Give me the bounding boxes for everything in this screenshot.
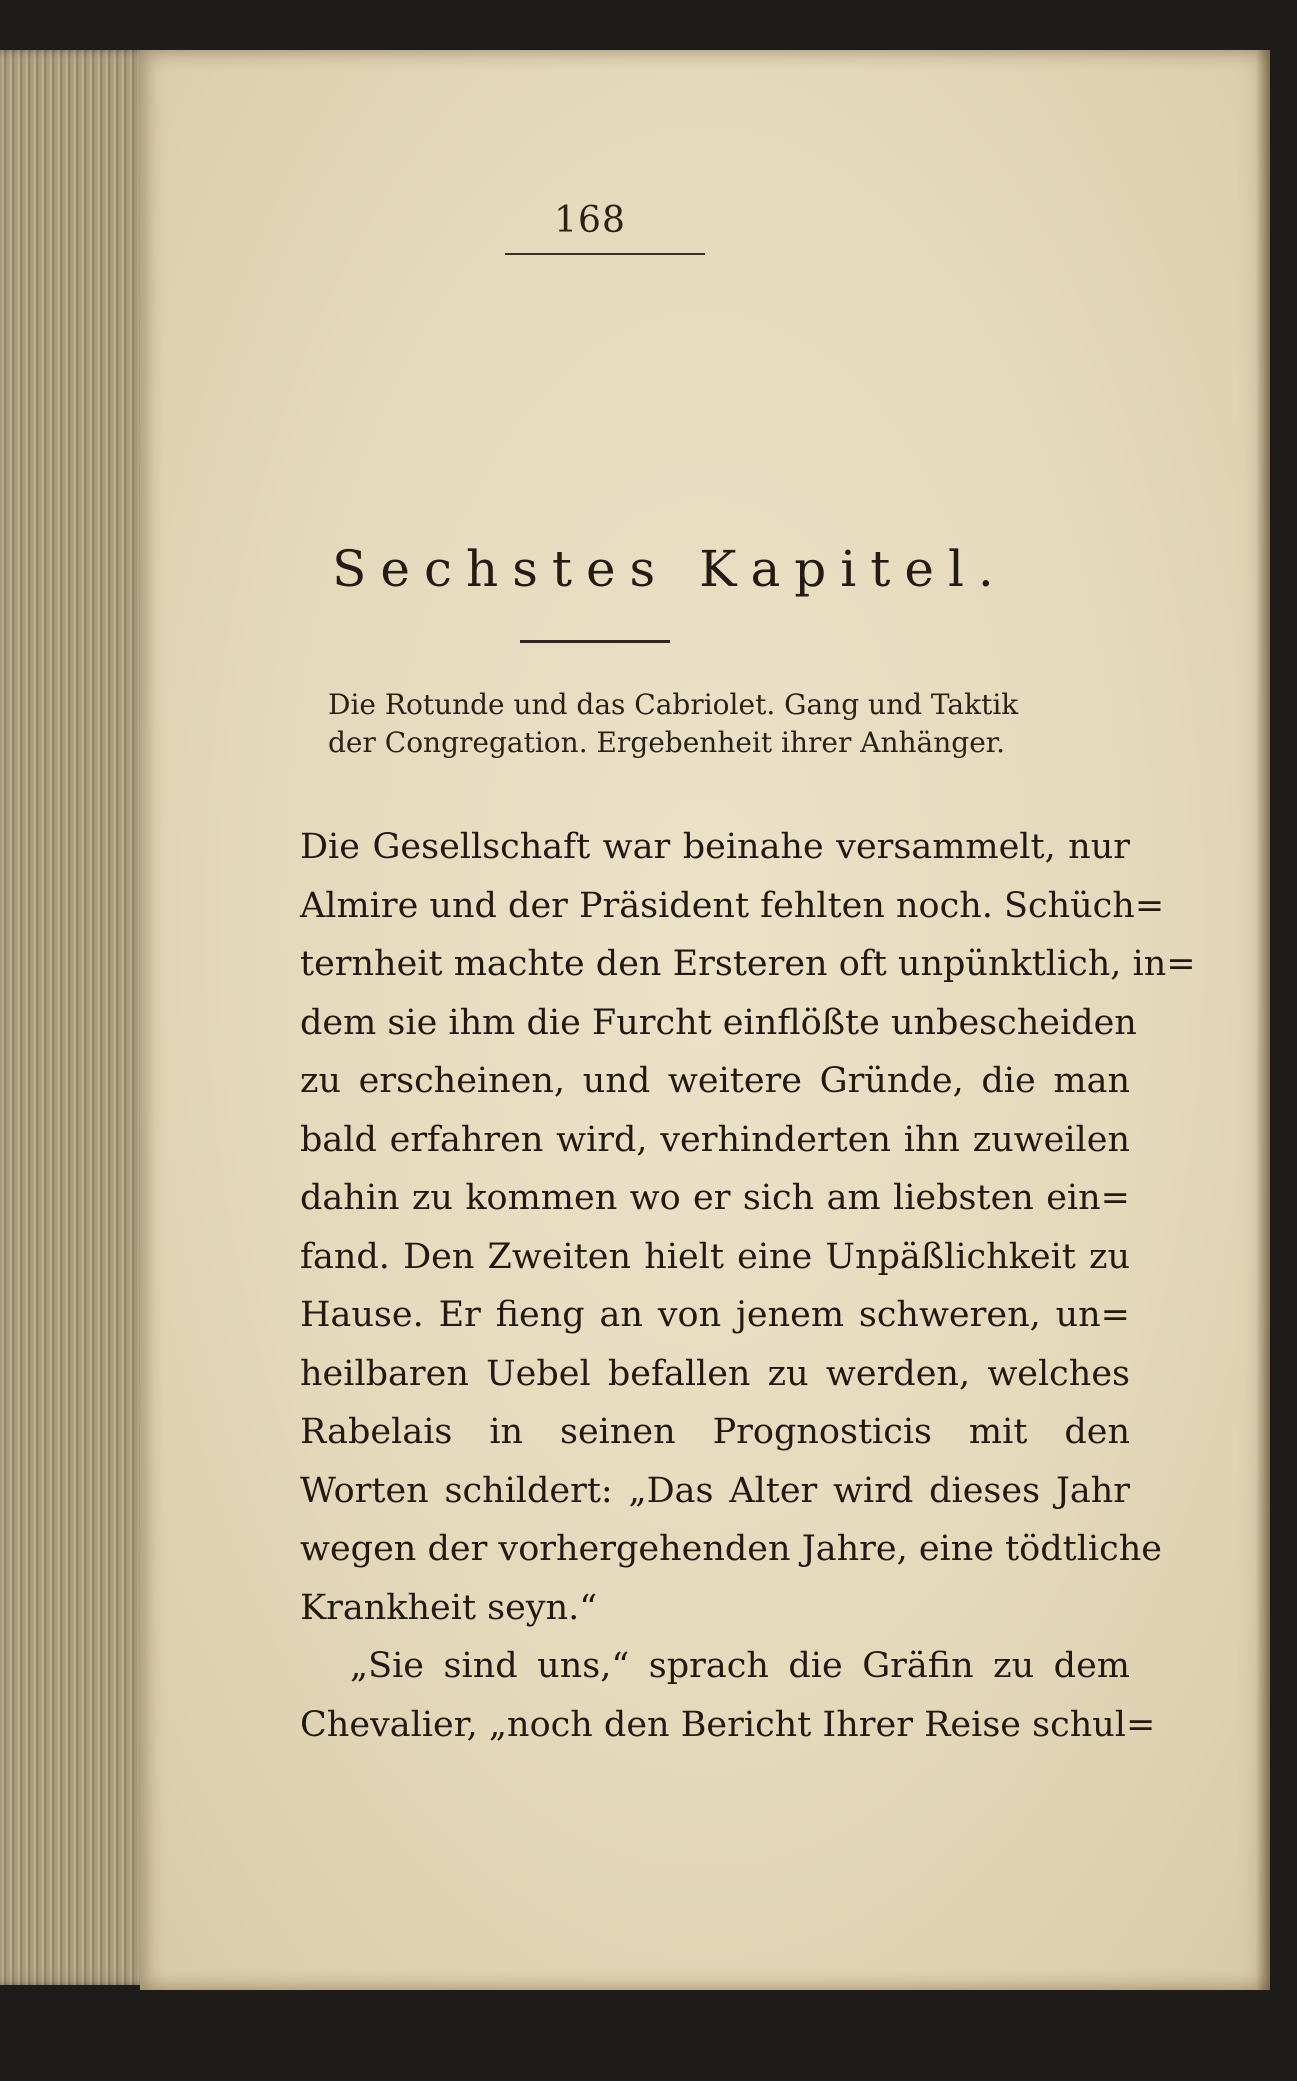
text-line: zu erscheinen, und weitere Gründe, die man xyxy=(300,1061,1130,1101)
text-line: Krankheit seyn.“ xyxy=(300,1587,598,1628)
text-line: Die Gesellschaft war beinahe versammelt, nur xyxy=(300,827,1130,867)
chapter-summary xyxy=(328,686,1158,762)
text-line: fand. Den Zweiten hielt eine Unpäßlichkeit zu xyxy=(300,1236,1130,1277)
summary-line: der Congregation. Ergebenheit ihrer Anhänger. xyxy=(328,726,1005,759)
text-line: dahin zu kommen wo er sich am liebsten ein= xyxy=(300,1178,1130,1218)
title-rule xyxy=(520,640,670,643)
bottom-edge xyxy=(0,2001,1297,2081)
body-text xyxy=(300,818,1196,1754)
text-line: ternheit machte den Ersteren oft unpünktlich, in= xyxy=(300,944,1196,984)
text-line: Almire und der Präsident fehlten noch. Schüch= xyxy=(300,885,1165,926)
text-line: Hause. Er fieng an von jenem schweren, un= xyxy=(300,1295,1130,1335)
text-line: heilbaren Uebel befallen zu werden, welches xyxy=(300,1353,1130,1394)
text-line: Rabelais in seinen Prognosticis mit den xyxy=(300,1412,1130,1452)
header-rule xyxy=(505,253,705,255)
page-number: 168 xyxy=(554,200,626,241)
page-edges xyxy=(0,50,150,1985)
text-line: Chevalier, „noch den Bericht Ihrer Reise schul= xyxy=(300,1704,1156,1745)
page-spine-shadow xyxy=(1256,50,1270,1990)
summary-line: Die Rotunde und das Cabriolet. Gang und Taktik xyxy=(328,688,1019,721)
chapter-title: Sechstes Kapitel. xyxy=(332,540,1008,598)
text-line: wegen der vorhergehenden Jahre, eine tödtliche xyxy=(300,1529,1162,1569)
text-line: bald erfahren wird, verhinderten ihn zuweilen xyxy=(300,1119,1130,1160)
text-line: dem sie ihm die Furcht einflößte unbescheiden xyxy=(300,1002,1137,1043)
text-line: „Sie sind uns,“ sprach die Gräfin zu dem xyxy=(350,1646,1130,1686)
text-line: Worten schildert: „Das Alter wird dieses Jahr xyxy=(300,1470,1130,1511)
